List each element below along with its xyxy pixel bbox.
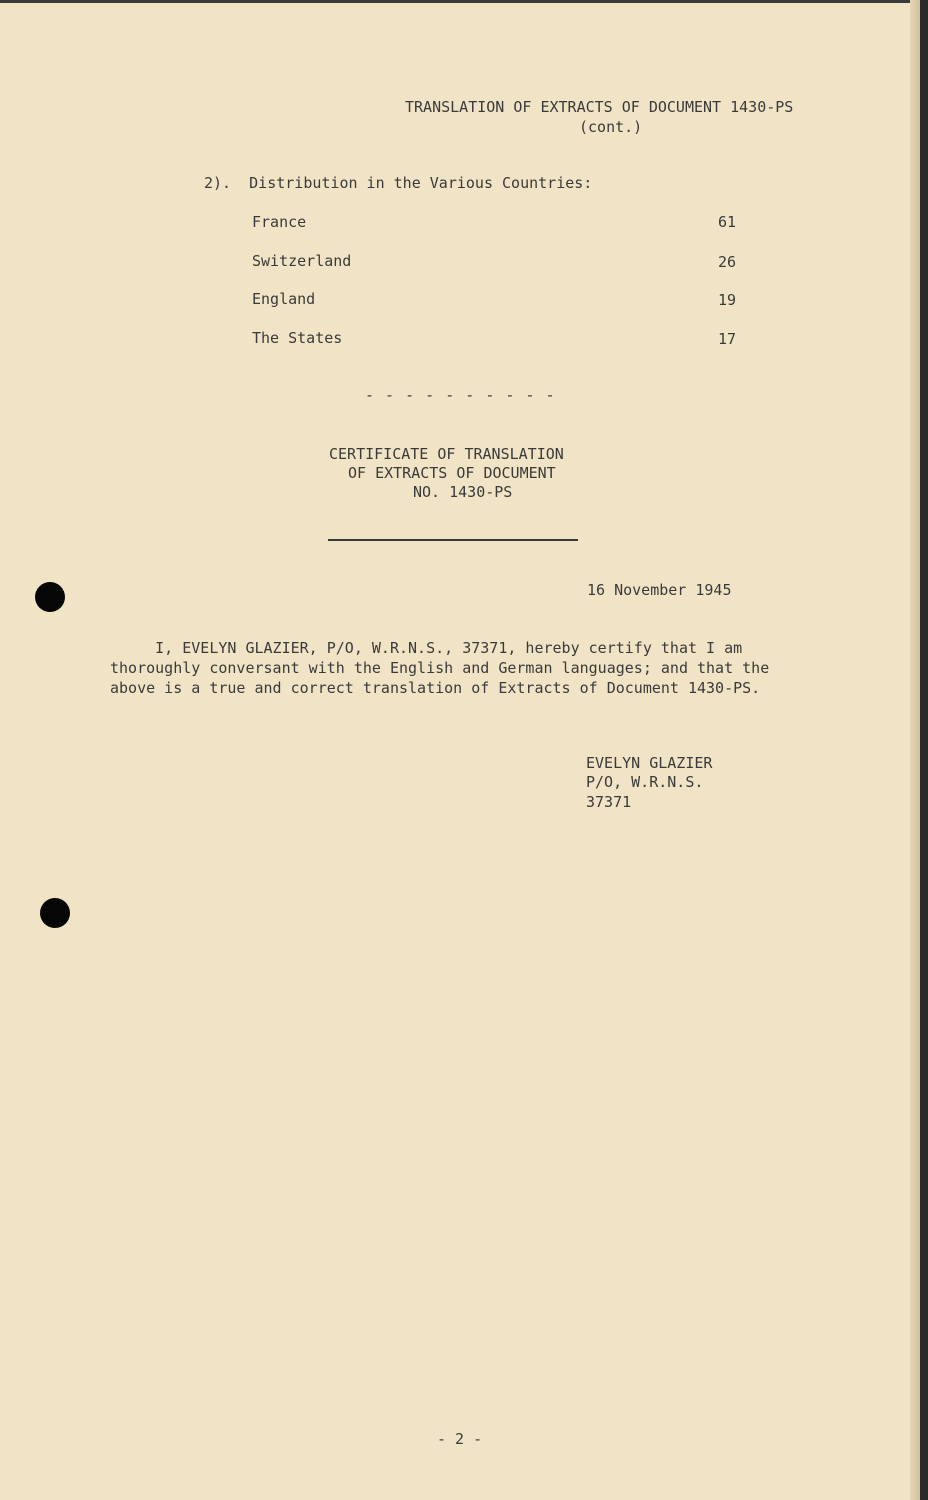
page-right-edge [910,0,920,1500]
section-separator: - - - - - - - - - - [365,386,556,404]
country-label: Switzerland [252,252,352,270]
paragraph-line: I, EVELYN GLAZIER, P/O, W.R.N.S., 37371, hereby certify that I am [110,639,743,657]
certificate-title-line1: CERTIFICATE OF TRANSLATION [329,445,564,463]
country-value: 17 [718,330,737,348]
country-label: England [252,290,316,308]
section-heading: 2). Distribution in the Various Countries: [204,174,593,192]
signature-rank: P/O, W.R.N.S. [586,773,704,791]
paragraph-line: thoroughly conversant with the English and German languages; and that the [110,659,770,677]
country-label: The States [252,329,343,347]
punch-hole [35,582,65,612]
signature-name: EVELYN GLAZIER [586,754,713,772]
certificate-rule [328,539,578,541]
country-value: 26 [718,253,737,271]
certificate-title-line2: OF EXTRACTS OF DOCUMENT [348,464,556,482]
certificate-date: 16 November 1945 [587,581,732,599]
country-label: France [252,213,307,231]
certification-paragraph [110,638,769,698]
country-value: 19 [718,291,737,309]
document-title: TRANSLATION OF EXTRACTS OF DOCUMENT 1430-PS [405,98,794,116]
top-edge-shadow [0,0,920,3]
paragraph-line: above is a true and correct translation of Extracts of Document 1430-PS. [110,679,761,697]
certificate-title-line3: NO. 1430-PS [413,483,513,501]
signature-number: 37371 [586,793,632,811]
country-value: 61 [718,213,737,231]
document-title-cont: (cont.) [579,118,643,136]
punch-hole [40,898,70,928]
page-number: - 2 - [437,1430,483,1448]
